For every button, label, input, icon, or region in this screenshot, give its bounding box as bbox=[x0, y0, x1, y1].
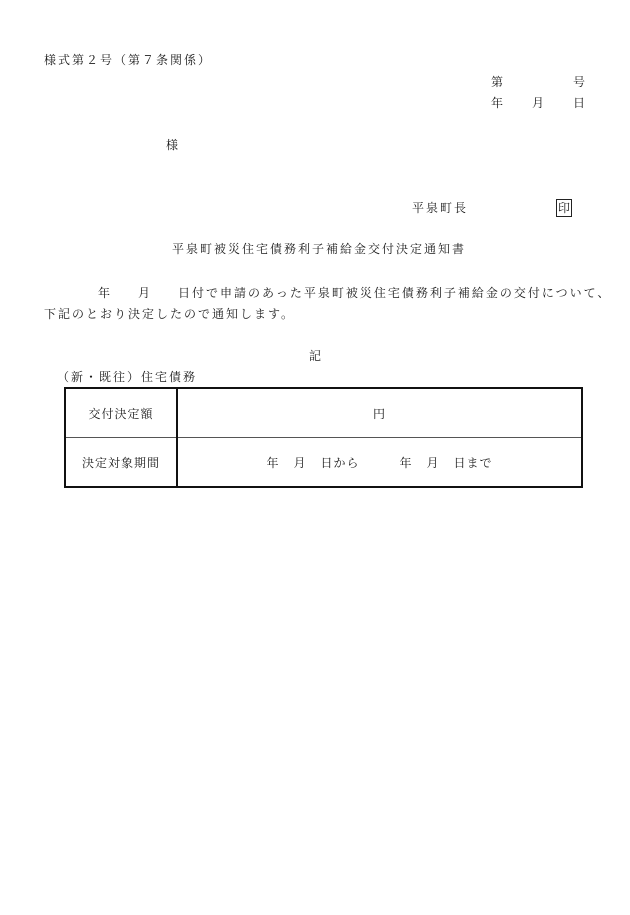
body-year: 年 bbox=[98, 286, 113, 300]
period-label: 決定対象期間 bbox=[65, 438, 177, 488]
body-line1-rest: 日付で申請のあった平泉町被災住宅債務利子補給金の交付について、 bbox=[178, 286, 612, 300]
period-year: 年 bbox=[266, 455, 280, 470]
period-to: 日まで bbox=[453, 455, 493, 470]
form-number: 様式第２号（第７条関係） bbox=[44, 53, 213, 67]
date-day: 日 bbox=[573, 96, 586, 110]
date-year: 年 bbox=[491, 96, 504, 110]
body-month: 月 bbox=[138, 286, 153, 300]
issuer-seal bbox=[556, 199, 572, 217]
issuer-title: 平泉町長 bbox=[412, 201, 469, 215]
section-label: （新・既往）住宅債務 bbox=[57, 370, 198, 384]
addressee-suffix: 様 bbox=[166, 138, 179, 152]
seal-mark: 印 bbox=[558, 201, 571, 215]
date-month: 月 bbox=[532, 96, 545, 110]
body-line-1 bbox=[98, 287, 611, 299]
decision-table bbox=[64, 387, 583, 488]
document-title: 平泉町被災住宅債務利子補給金交付決定通知書 bbox=[172, 242, 467, 256]
table-row bbox=[65, 388, 582, 438]
ki-heading: 記 bbox=[309, 349, 322, 363]
amount-value: 円 bbox=[177, 388, 582, 438]
period-month: 月 bbox=[293, 455, 307, 470]
period-year-2: 年 bbox=[399, 455, 413, 470]
doc-number-suffix: 号 bbox=[573, 75, 586, 89]
period-value bbox=[177, 438, 582, 488]
body-line-2: 下記のとおり決定したので通知します。 bbox=[44, 307, 296, 321]
period-from: 日から bbox=[320, 455, 360, 470]
table-row bbox=[65, 438, 582, 488]
period-month-2: 月 bbox=[426, 455, 440, 470]
doc-number-prefix: 第 bbox=[491, 75, 504, 89]
amount-label: 交付決定額 bbox=[65, 388, 177, 438]
